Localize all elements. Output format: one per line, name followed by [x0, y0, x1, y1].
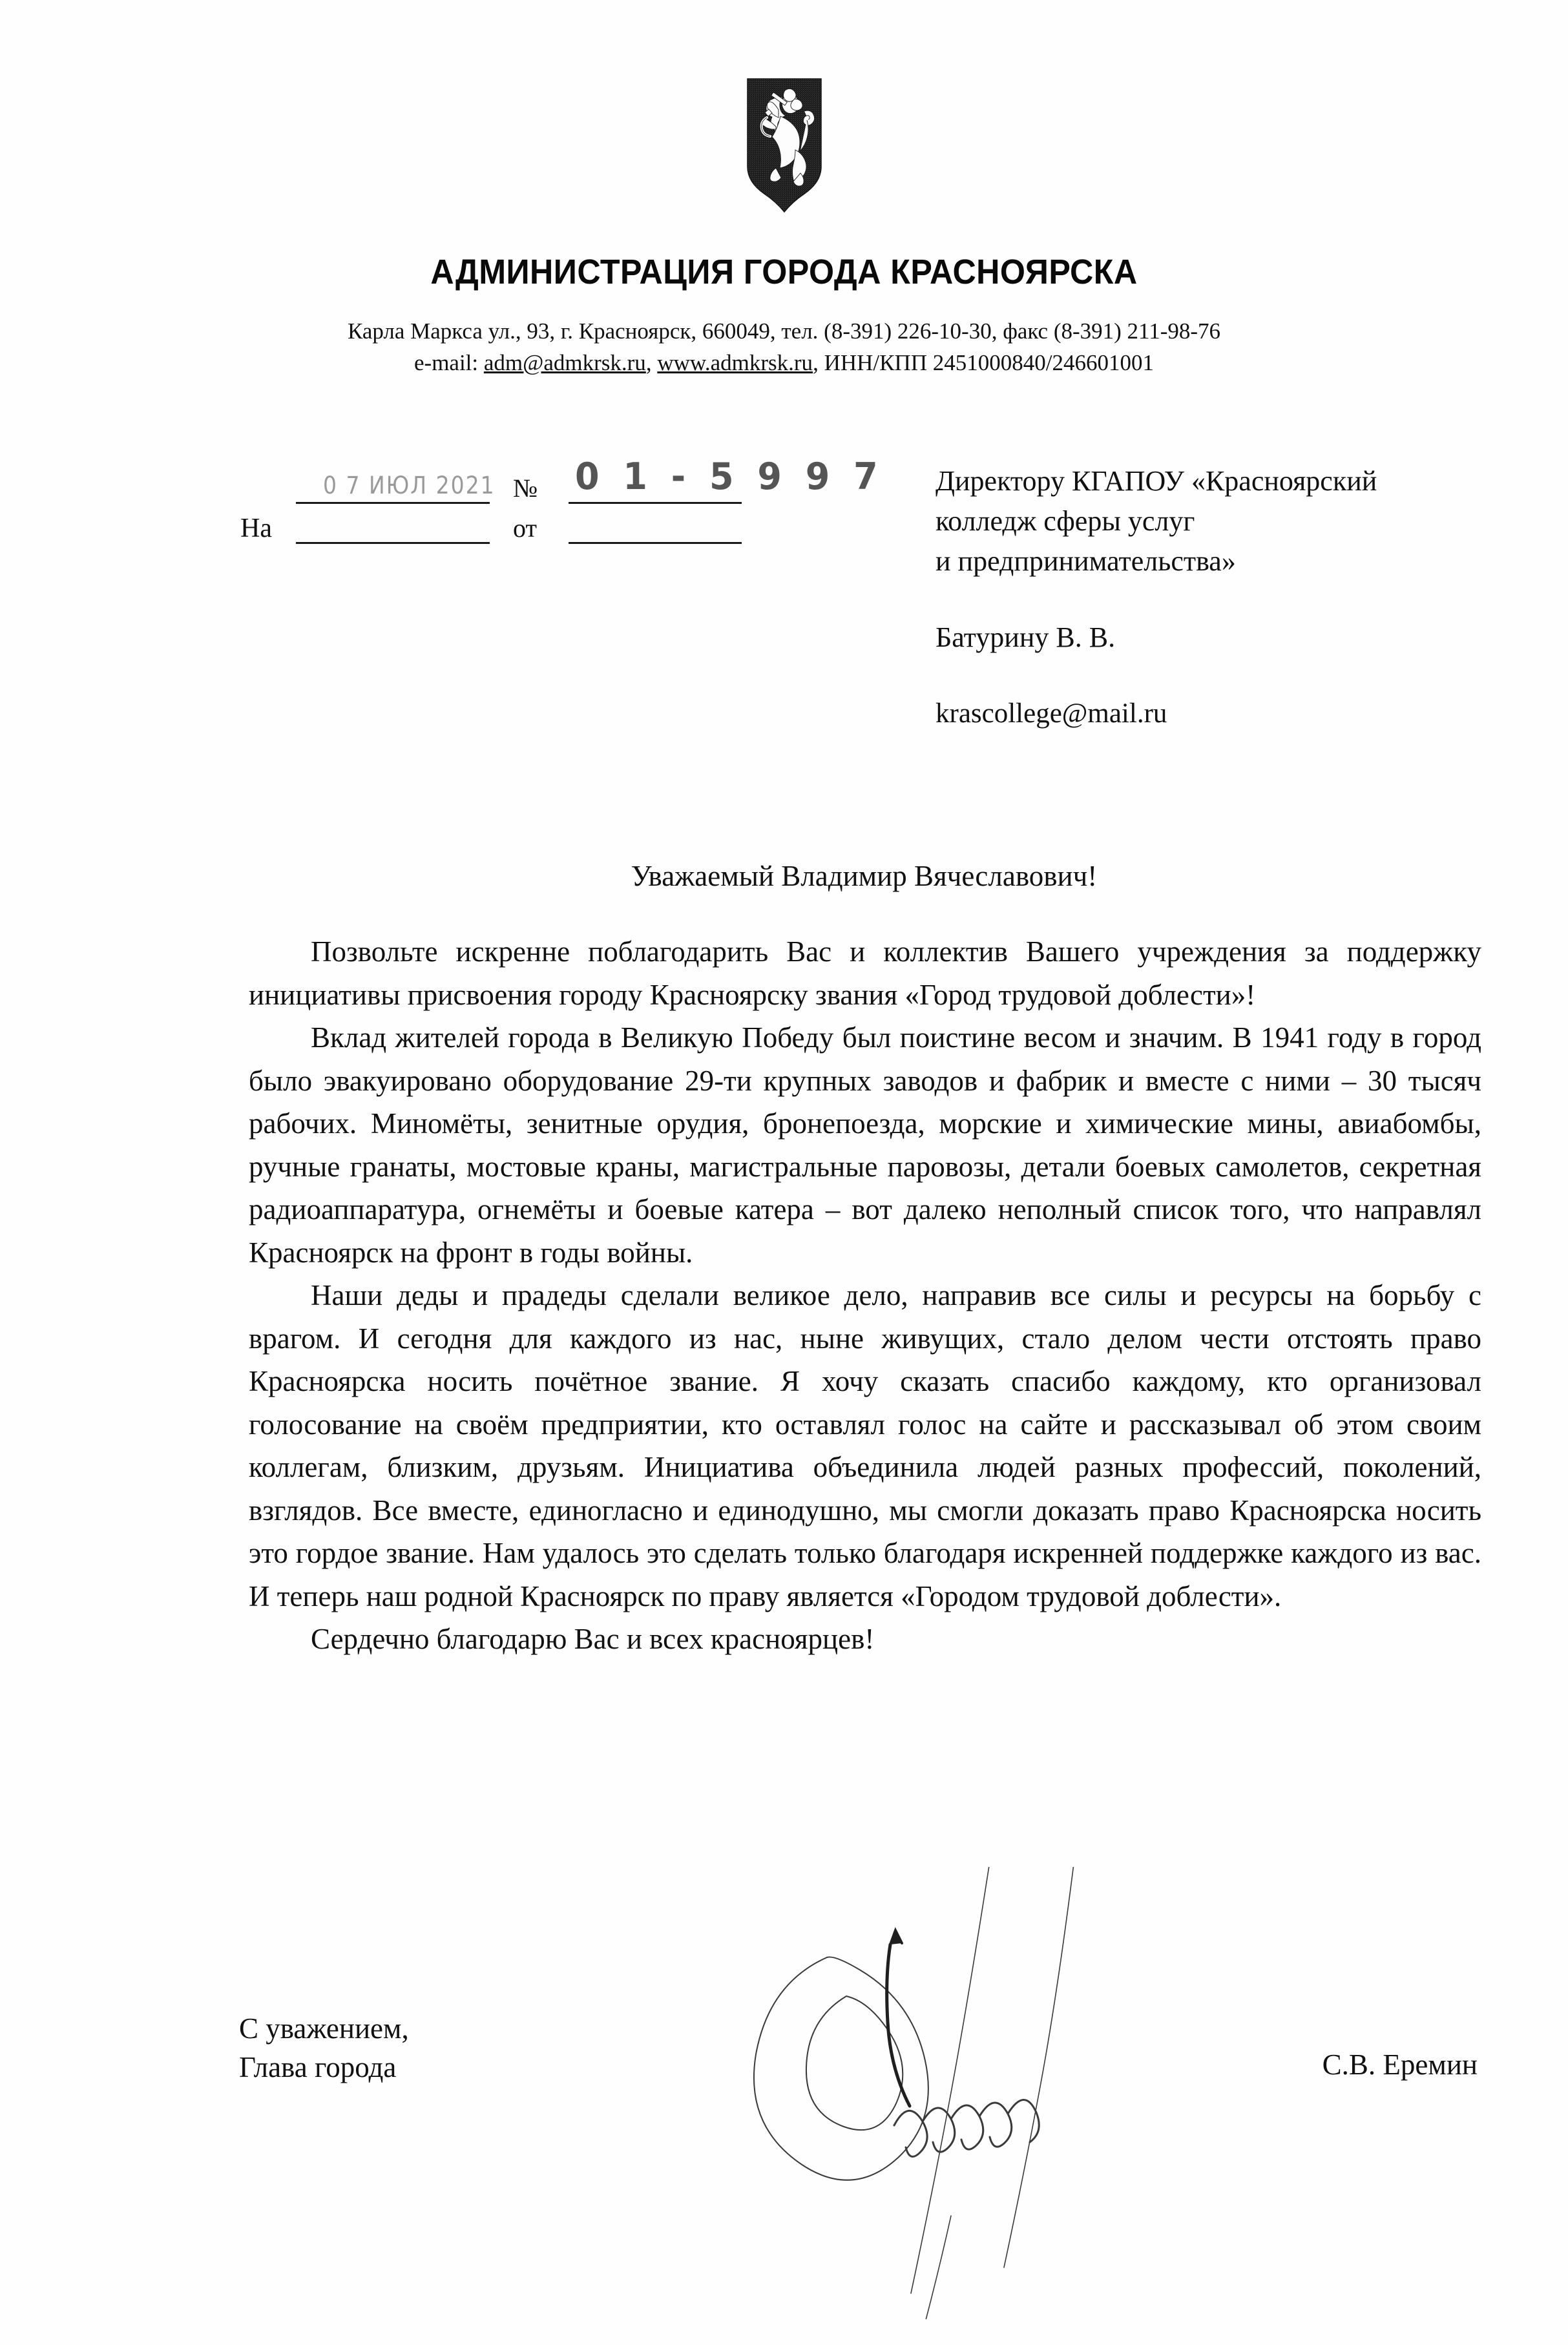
- from-label: от: [513, 514, 537, 543]
- signature-closing: С уважением,: [239, 2012, 409, 2045]
- registration-block: [240, 455, 884, 544]
- inn-kpp: , ИНН/КПП 2451000840/246601001: [813, 350, 1154, 375]
- contacts-address-line: Карла Маркса ул., 93, г. Красноярск, 660049, тел. (8-391) 226-10-30, факс (8-391) 211-98-76: [347, 318, 1221, 344]
- addressee-email[interactable]: krascollege@mail.ru: [936, 698, 1167, 729]
- reply-date-field[interactable]: [569, 514, 742, 544]
- handwritten-signature-icon: [633, 1867, 1124, 2319]
- registration-number-text: 0 1 - 5 9 9 7: [575, 455, 884, 498]
- date-stamp-field[interactable]: [296, 471, 496, 504]
- emblem-container: [0, 78, 1568, 213]
- addressee-line-2: колледж сферы услуг: [936, 505, 1195, 537]
- registration-number-field[interactable]: [569, 455, 884, 504]
- addressee-gap-2: [936, 658, 1517, 694]
- addressee-person: Батурину В. В.: [936, 621, 1116, 653]
- reply-label: На: [240, 514, 272, 543]
- signatory-name: С.В. Еремин: [1322, 2048, 1478, 2081]
- website-link[interactable]: www.admkrsk.ru: [657, 350, 813, 375]
- addressee-line-3: и предпринимательства»: [936, 545, 1236, 577]
- signature-position: Глава города: [239, 2051, 397, 2083]
- registration-row-reply: [240, 504, 757, 544]
- letter-paragraph: Вклад жителей города в Великую Победу был поистине весом и значим. В 1941 году в город было эвакуировано оборудование 29-ти крупных заводов и фабрик и вместе с ними – 30 тысяч рабочих. Миномёты, зенитные орудия, бронепоезда, морские и химические мины, авиабомбы, ручные гранаты, мостовые краны, магистральные паровозы, детали боевых самолетов, секретная радиоаппаратура, огнемёты и боевые катера – вот далеко неполный список того, что направлял Красноярск на фронт в годы войны.: [249, 1021, 1481, 1269]
- email-link[interactable]: adm@admkrsk.ru: [483, 350, 646, 375]
- letter-paragraph: Сердечно благодарю Вас и всех красноярцев!: [311, 1623, 875, 1655]
- addressee-gap-1: [936, 581, 1517, 618]
- organization-contacts: [0, 315, 1568, 379]
- date-stamp-text: 0 7 ИЮЛ 2021: [323, 471, 496, 499]
- spacer-label: [240, 475, 296, 504]
- registration-row-number: [240, 455, 884, 504]
- organization-title: АДМИНИСТРАЦИЯ ГОРОДА КРАСНОЯРСКА: [430, 253, 1138, 291]
- reply-number-field[interactable]: [296, 514, 490, 544]
- salutation: Уважаемый Владимир Вячеславович!: [631, 860, 1098, 892]
- letter-paragraph: Наши деды и прадеды сделали великое дело, направив все силы и ресурсы на борьбу с врагом. И сегодня для каждого из нас, ныне живущих, стало делом чести отстоять право Красноярска носить почётное звание. Я хочу сказать спасибо каждому, кто организовал голосование на своём предприятии, кто оставлял голос на сайте и рассказывал об этом своим коллегам, близким, друзьям. Инициатива объединила людей разных профессий, поколений, взглядов. Все вместе, единогласно и единодушно, мы смогли доказать право Красноярска носить это гордое звание. Нам удалось это сделать только благодаря искренней поддержке каждого из вас. И теперь наш родной Красноярск по праву является «Городом трудовой доблести».: [249, 1279, 1481, 1612]
- addressee-line-1: Директору КГАПОУ «Красноярский: [936, 465, 1377, 497]
- separator-1: ,: [645, 350, 658, 375]
- letter-paragraph: Позвольте искренне поблагодарить Вас и коллектив Вашего учреждения за поддержку инициативы присвоения городу Красноярску звания «Город трудовой доблести»!: [249, 935, 1481, 1011]
- number-symbol-label: №: [513, 474, 538, 503]
- addressee-block: [936, 461, 1517, 734]
- signature-block: [239, 2009, 409, 2087]
- krasnoyarsk-coat-of-arms-icon: [745, 78, 824, 213]
- contacts-email-line: [0, 347, 1568, 379]
- letter-body: [249, 930, 1481, 1661]
- email-label: e-mail:: [414, 350, 484, 375]
